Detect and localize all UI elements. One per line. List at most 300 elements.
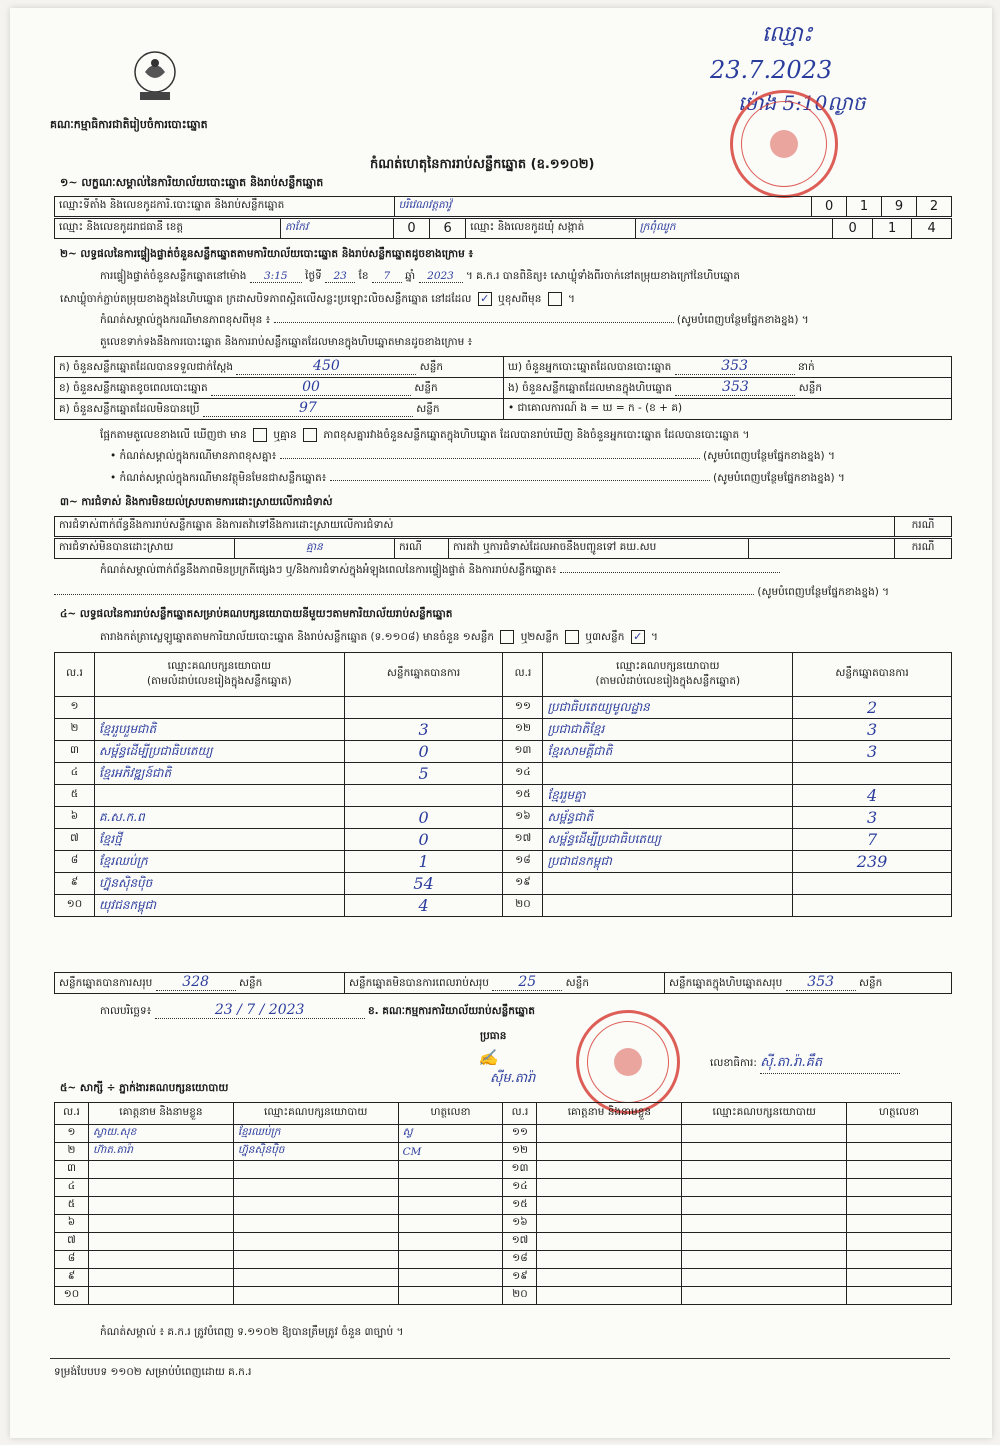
witness-name xyxy=(88,1251,233,1269)
witness-row xyxy=(55,1179,952,1197)
witness-party xyxy=(682,1251,847,1269)
party-votes: 54 xyxy=(344,873,503,895)
same-checkbox[interactable]: ✓ xyxy=(478,292,492,306)
witness-signature xyxy=(847,1161,952,1179)
no-discrepancy-label: ឬគ្មាន xyxy=(273,429,297,441)
difference-note-line[interactable] xyxy=(274,322,674,323)
row-number: ៩ xyxy=(55,873,95,895)
spoiled-label: ខ) ចំនួនសន្លឹកឆ្នោតខូចពេលបោះឆ្នោត xyxy=(59,382,208,394)
different-label: ឬខុសពីមុន xyxy=(498,293,542,305)
row-number: ១៤ xyxy=(503,1179,537,1197)
province-value: តាកែវ xyxy=(280,219,393,239)
commune-code-digit: 4 xyxy=(912,219,952,239)
witness-signature xyxy=(398,1287,503,1305)
official-stamp-bottom xyxy=(576,1010,680,1114)
witness-party xyxy=(682,1143,847,1161)
party-name xyxy=(543,873,793,895)
foreign-object-note xyxy=(110,472,845,487)
voters-label: ឃ) ចំនួនអ្នកបោះឆ្នោតដែលបានបោះឆ្នោត xyxy=(508,361,672,373)
party-name: ខ្មែរអភិវឌ្ឍន៍ជាតិ xyxy=(94,763,344,785)
section1-title: ១~ លក្ខណៈសម្គាល់នៃការិយាល័យបោះឆ្នោត និងរាប់សន្លឹកឆ្នោត xyxy=(60,176,324,189)
results-row xyxy=(55,763,952,785)
section1-table-row2 xyxy=(54,218,952,239)
total-valid-label: សន្លឹកឆ្នោតបានការសរុប xyxy=(59,977,153,989)
appeal-unit: ករណី xyxy=(895,539,952,559)
witness-name: ស្វាយ.សុខ xyxy=(88,1125,233,1143)
three-sheet-checkbox[interactable]: ✓ xyxy=(631,630,645,644)
witness-signature xyxy=(847,1197,952,1215)
row-number: ១ xyxy=(55,697,95,719)
row-number: ១៦ xyxy=(503,1215,537,1233)
unit-label: សន្លឹក xyxy=(859,977,883,989)
col-votes-header: សន្លឹកឆ្នោតបានការ xyxy=(344,653,503,697)
witness-party xyxy=(682,1125,847,1143)
party-votes: 0 xyxy=(344,807,503,829)
formula-text: • ជាគោលការណ៍ ង = ឃ = ក - (ខ + គ) xyxy=(504,399,952,420)
col-no-header: ល.រ xyxy=(55,653,95,697)
unresolved-unit: ករណី xyxy=(395,539,449,559)
col-party-header: ឈ្មោះគណបក្សនយោបាយ xyxy=(233,1103,398,1125)
party-votes: 239 xyxy=(793,851,952,873)
year-label: ឆ្នាំ xyxy=(405,270,416,282)
row-number: ៥ xyxy=(55,1197,89,1215)
witness-signature xyxy=(847,1233,952,1251)
party-votes xyxy=(793,763,952,785)
row-number: ១៥ xyxy=(503,1197,537,1215)
witness-name xyxy=(537,1287,682,1305)
col-party-header xyxy=(543,653,793,697)
results-body xyxy=(55,697,952,917)
row-number: ៧ xyxy=(55,1233,89,1251)
party-name: ខ្មែររួមគ្នា xyxy=(543,785,793,807)
party-votes: 3 xyxy=(344,719,503,741)
witness-signature xyxy=(398,1215,503,1233)
witness-party xyxy=(233,1269,398,1287)
total-invalid-label: សន្លឹកឆ្នោតមិនបានការពេលរាប់សរុប xyxy=(349,977,489,989)
party-votes: 5 xyxy=(344,763,503,785)
row-number: ១១ xyxy=(503,1125,537,1143)
handwritten-receiver: ឈ្មោះ xyxy=(762,22,813,47)
row-number: ១២ xyxy=(503,719,543,741)
footer-text: ទម្រង់បែបបទ ១១០២ សម្រាប់បំពេញដោយ គ.ក.រ xyxy=(54,1366,252,1378)
witness-signature xyxy=(847,1125,952,1143)
party-votes xyxy=(344,697,503,719)
unit-label: សន្លឹក xyxy=(419,361,444,373)
unit-label: នាក់ xyxy=(797,361,815,373)
party-name: ប្រជាជនកម្ពុជា xyxy=(543,851,793,873)
handwritten-date: 23.7.2023 xyxy=(710,56,833,84)
commune-code-digit: 0 xyxy=(833,219,873,239)
col-name-header: គោត្តនាម និងនាមខ្លួន xyxy=(88,1103,233,1125)
unused-value: 97 xyxy=(203,400,413,417)
witness-signature xyxy=(847,1269,952,1287)
row-number: ៧ xyxy=(55,829,95,851)
unresolved-label: ការជំទាស់មិនបានដោះស្រាយ xyxy=(55,539,235,559)
document-page xyxy=(10,8,992,1438)
party-name: ហ្វ៊ុនស៊ិនប៉ិច xyxy=(94,873,344,895)
tally-sheet-line: តារាងកត់ត្រាស្លេឡូឆ្នោតតាមការិយាល័យបោះឆ្នោត និងរាប់សន្លឹកឆ្នោត (ទ.១១០៨) មានចំនួន ១សន្លឹក ឬ២សន្លឹក ឬ៣សន្លឹក ✓ ។ xyxy=(100,630,658,643)
witness-row xyxy=(55,1143,952,1161)
col-party-subtitle: (តាមលំដាប់លេខរៀងក្នុងសន្លឹកឆ្នោត) xyxy=(595,674,741,687)
discrepancy-note xyxy=(110,450,835,465)
spoiled-value: 00 xyxy=(211,379,411,396)
col-party-title: ឈ្មោះគណបក្សនយោបាយ xyxy=(167,659,271,672)
witness-name: ហ៊ាត.តារ៉ា xyxy=(88,1143,233,1161)
witness-name xyxy=(537,1143,682,1161)
month-label: ខែ xyxy=(358,270,369,282)
row-number: ១២ xyxy=(503,1143,537,1161)
total-invalid-value: 25 xyxy=(492,974,562,991)
witness-party xyxy=(233,1215,398,1233)
witness-signature xyxy=(398,1269,503,1287)
date-signature-line xyxy=(100,1002,535,1020)
received-label: ក) ចំនួនសន្លឹកឆ្នោតដែលបានទទួលជាក់ស្តែង xyxy=(59,361,234,373)
foreign-object-label: • កំណត់សម្គាល់ក្នុងករណីមានវត្ថុមិនមែនជាសន្លឹកឆ្នោត៖ xyxy=(110,472,327,484)
witness-signature xyxy=(398,1179,503,1197)
party-name: សម្ព័ន្ធដើម្បីប្រជាធិបតេយ្យ xyxy=(94,741,344,763)
day-label: ថ្ងៃទី xyxy=(305,270,322,282)
col-no-header: ល.រ xyxy=(503,1103,537,1125)
commune-value: ក្រពុំឈូក xyxy=(635,219,833,239)
chair-label: ប្រធាន xyxy=(480,1030,507,1042)
results-row xyxy=(55,741,952,763)
party-votes: 1 xyxy=(344,851,503,873)
box-ballots-label: ង) ចំនួនសន្លឹកឆ្នោតដែលមានក្នុងហិបឆ្នោត xyxy=(508,382,673,394)
row-number: ៣ xyxy=(55,1161,89,1179)
witness-name xyxy=(537,1233,682,1251)
total-valid-value: 328 xyxy=(156,974,236,991)
witness-signature xyxy=(398,1197,503,1215)
party-votes: 2 xyxy=(793,697,952,719)
row-number: ៦ xyxy=(55,1215,89,1233)
discrepancy-line xyxy=(100,428,749,444)
party-votes xyxy=(793,895,952,917)
total-box-value: 353 xyxy=(786,974,856,991)
row-number: ១១ xyxy=(503,697,543,719)
location-value: បរិវេណវត្តតាវ៉ូ xyxy=(394,197,811,217)
party-name: សម្ព័ន្ធដើម្បីប្រជាធិបតេយ្យ xyxy=(543,829,793,851)
party-votes: 3 xyxy=(793,807,952,829)
unit-label: សន្លឹក xyxy=(565,977,589,989)
witness-name xyxy=(537,1161,682,1179)
witness-party xyxy=(682,1269,847,1287)
col-no-header: ល.រ xyxy=(55,1103,89,1125)
witness-party xyxy=(233,1197,398,1215)
irregularity-note-line[interactable] xyxy=(560,572,780,573)
witness-name xyxy=(537,1179,682,1197)
results-row xyxy=(55,719,952,741)
witness-row xyxy=(55,1215,952,1233)
party-votes: 7 xyxy=(793,829,952,851)
row-number: ១០ xyxy=(55,1287,89,1305)
witness-signature xyxy=(398,1161,503,1179)
witness-signature xyxy=(398,1233,503,1251)
verification-year: 2023 xyxy=(419,270,463,283)
section1-table xyxy=(54,196,952,217)
row-number: ១៣ xyxy=(503,741,543,763)
party-name: ខ្មែរឈប់ក្រ xyxy=(94,851,344,873)
page-title: កំណត់ហេតុនៃការរាប់សន្លឹកឆ្នោត (ឧ.១១០២) xyxy=(370,157,595,172)
stamp-emblem-icon xyxy=(608,1042,648,1082)
verification-text: ការផ្ទៀងផ្ទាត់ចំនួនសន្លឹកឆ្នោតនៅម៉ោង xyxy=(100,270,247,282)
discrepancy-text-end: ភាពខុសគ្នារវាងចំនួនសន្លឹកឆ្នោតក្នុងហិបឆ្នោត ដែលបានរាប់ឃើញ និងចំនួនអ្នកបោះឆ្នោត ដែលបានបោះឆ្នោត ។ xyxy=(323,429,750,441)
witness-party xyxy=(233,1287,398,1305)
row-number: ៩ xyxy=(55,1269,89,1287)
figures-table xyxy=(54,356,952,420)
seal-paragraph: សោឃ្លុំចាក់ភ្ជាប់តម្រុយខាងក្នុងនៃហិបឆ្នោត ក្រដាសបិទភាពស្អិតលើសន្លះប្រឡោះលិចសន្លឹកឆ្នោត នៅដដែល ✓ ឬខុសពីមុន ។ xyxy=(60,292,575,305)
row-number: ២ xyxy=(55,719,95,741)
voters-value: 353 xyxy=(675,358,795,375)
chair-name: សុីម.តារ៉ា xyxy=(490,1071,536,1086)
verification-day: 23 xyxy=(325,270,355,283)
difference-note xyxy=(100,314,809,329)
foreign-object-line[interactable] xyxy=(330,480,710,481)
party-name: ខ្មែរថ្មី xyxy=(94,829,344,851)
results-row xyxy=(55,851,952,873)
party-name: គ.ស.ក.ព xyxy=(94,807,344,829)
row-number: ៤ xyxy=(55,1179,89,1197)
secretary-line xyxy=(710,1054,900,1074)
party-name: ប្រជាជាតិខ្មែរ xyxy=(543,719,793,741)
discrepancy-note-label: • កំណត់សម្គាល់ក្នុងករណីមានភាពខុសគ្នា៖ xyxy=(110,450,277,462)
witness-signature xyxy=(847,1143,952,1161)
nec-emblem-icon xyxy=(128,48,182,108)
tally-sheet-text: តារាងកត់ត្រាស្លេឡូឆ្នោតតាមការិយាល័យបោះឆ្នោត និងរាប់សន្លឹកឆ្នោត (ទ.១១០៨) មានចំនួន ១សន្លឹក xyxy=(100,631,495,643)
witness-name xyxy=(88,1269,233,1287)
witness-party xyxy=(682,1287,847,1305)
unit-label: សន្លឹក xyxy=(414,382,438,394)
row-number: ៨ xyxy=(55,851,95,873)
witness-party xyxy=(682,1233,847,1251)
witness-name xyxy=(88,1215,233,1233)
party-name: សម្ព័ន្ធជាតិ xyxy=(543,807,793,829)
party-name xyxy=(543,895,793,917)
province-label: ឈ្មោះ និងលេខកូដរាជធានី ខេត្ត xyxy=(55,219,281,239)
witness-row xyxy=(55,1287,952,1305)
results-row xyxy=(55,807,952,829)
party-name: យុវជនកម្ពុជា xyxy=(94,895,344,917)
witness-body xyxy=(55,1125,952,1305)
difference-note-suffix: (សូមបំពេញបន្ថែមផ្នែកខាងខ្នង) ។ xyxy=(676,314,809,326)
row-number: ៤ xyxy=(55,763,95,785)
verification-paragraph xyxy=(100,270,740,285)
witness-party xyxy=(233,1161,398,1179)
irregularity-note-label: កំណត់សម្គាល់ពាក់ព័ន្ធនឹងភាពមិនប្រក្រតីផ្សេងៗ ឬ/និងការជំទាស់ក្នុងអំឡុងពេលនៃការផ្ទៀងផ្ទាត់ និងការរាប់សន្លឹកឆ្នោត៖ xyxy=(100,564,557,576)
date-label: កាលបរិច្ឆេទ៖ xyxy=(100,1005,152,1017)
col-party-title: ឈ្មោះគណបក្សនយោបាយ xyxy=(616,659,720,672)
note-suffix: (សូមបំពេញបន្ថែមផ្នែកខាងខ្នង) ។ xyxy=(703,450,835,462)
witness-party: ខ្មែរឈប់ក្រ xyxy=(233,1125,398,1143)
irregularity-note xyxy=(100,564,780,579)
chair-signature: ✍ xyxy=(478,1048,498,1067)
objections-table-row2 xyxy=(54,538,952,559)
row-number: ១៨ xyxy=(503,1251,537,1269)
witness-row xyxy=(55,1269,952,1287)
row-number: ១៧ xyxy=(503,1233,537,1251)
results-row xyxy=(55,697,952,719)
commune-label: ឈ្មោះ និងលេខកូដឃុំ សង្កាត់ xyxy=(466,219,635,239)
party-votes: 4 xyxy=(793,785,952,807)
footer-divider xyxy=(50,1358,950,1359)
objections-table xyxy=(54,516,952,537)
results-row xyxy=(55,785,952,807)
two-sheet-checkbox[interactable] xyxy=(565,630,579,644)
col-party-header xyxy=(94,653,344,697)
row-number: ១ xyxy=(55,1125,89,1143)
witness-signature: CM xyxy=(398,1143,503,1161)
irregularity-note-line2[interactable] xyxy=(54,594,754,595)
party-votes: 0 xyxy=(344,741,503,763)
party-name: ខ្មែរសាមគ្គីជាតិ xyxy=(543,741,793,763)
footnote: កំណត់សម្គាល់ ៖ គ.ក.រ ត្រូវបំពេញ ទ.១១០២ ឱ្យបានត្រឹមត្រូវ ចំនួន ៣ច្បាប់ ។ xyxy=(100,1326,404,1338)
row-number: ១៧ xyxy=(503,829,543,851)
witness-party xyxy=(682,1215,847,1233)
col-name-header: គោត្តនាម និងនាមខ្លួន xyxy=(537,1103,682,1125)
witness-party: ហ្វ៊ុនស៊ិនប៉ិច xyxy=(233,1143,398,1161)
different-checkbox[interactable] xyxy=(548,292,562,306)
witness-name xyxy=(537,1125,682,1143)
row-number: ១៤ xyxy=(503,763,543,785)
col-party-subtitle: (តាមលំដាប់លេខរៀងក្នុងសន្លឹកឆ្នោត) xyxy=(147,674,292,687)
two-sheet-label: ឬ២សន្លឹក xyxy=(520,631,559,643)
party-votes xyxy=(344,785,503,807)
row-number: ១៩ xyxy=(503,873,543,895)
witness-party xyxy=(682,1161,847,1179)
witness-name xyxy=(537,1215,682,1233)
witness-name xyxy=(88,1197,233,1215)
witness-signature: ស្វ xyxy=(398,1125,503,1143)
witness-party xyxy=(233,1233,398,1251)
verification-text-end: ។ គ.ក.រ បានពិនិត្យ៖ សោឃ្លុំទាំងពីរចាក់នៅតម្រុយខាងក្រៅនៃហិបឆ្នោត xyxy=(465,270,741,282)
one-sheet-checkbox[interactable] xyxy=(500,630,514,644)
witness-name xyxy=(537,1269,682,1287)
three-sheet-label: ឬ៣សន្លឹក xyxy=(585,631,625,643)
section4-title: ៤~ លទ្ធផលនៃការរាប់សន្លឹកឆ្នោតសម្រាប់គណបក្សនយោបាយនីមួយៗតាមការិយាល័យរាប់សន្លឹកឆ្នោត xyxy=(60,608,453,620)
party-name: ប្រជាធិបតេយ្យមូលដ្ឋាន xyxy=(543,697,793,719)
witness-party xyxy=(233,1251,398,1269)
results-row xyxy=(55,873,952,895)
results-row xyxy=(55,895,952,917)
commune-code-digit: 1 xyxy=(872,219,912,239)
party-votes: 3 xyxy=(793,719,952,741)
row-number: ២០ xyxy=(503,895,543,917)
unresolved-value: គ្មាន xyxy=(235,539,395,559)
total-box-label: សន្លឹកឆ្នោតក្នុងហិបឆ្នោតសរុប xyxy=(669,977,783,989)
verification-time: 3:15 xyxy=(250,270,302,283)
witness-table xyxy=(54,1102,952,1305)
row-number: ១៥ xyxy=(503,785,543,807)
appeal-label: ការតវ៉ា ឬការជំទាស់ដែលអាចនឹងបញ្ជូនទៅ គឃ.សប xyxy=(449,539,749,559)
row-number: ២០ xyxy=(503,1287,537,1305)
witness-name xyxy=(537,1251,682,1269)
stamp-emblem-icon xyxy=(764,124,804,164)
seal-text: សោឃ្លុំចាក់ភ្ជាប់តម្រុយខាងក្នុងនៃហិបឆ្នោត ក្រដាសបិទភាពស្អិតលើសន្លះប្រឡោះលិចសន្លឹកឆ្នោត នៅដដែល xyxy=(60,293,472,305)
signing-date: 23 / 7 / 2023 xyxy=(155,1002,365,1019)
col-sign-header: ហត្ថលេខា xyxy=(398,1103,503,1125)
totals-table xyxy=(54,972,952,994)
witness-signature xyxy=(847,1179,952,1197)
col-party-header: ឈ្មោះគណបក្សនយោបាយ xyxy=(682,1103,847,1125)
party-name xyxy=(94,697,344,719)
row-number: ១៦ xyxy=(503,807,543,829)
section5-title: ៥~ សាក្សី ÷ ភ្នាក់ងារគណបក្សនយោបាយ xyxy=(60,1082,229,1094)
row-number: ២ xyxy=(55,1143,89,1161)
witness-party xyxy=(233,1179,398,1197)
row-number: ៥ xyxy=(55,785,95,807)
official-stamp-top xyxy=(730,90,838,198)
witness-party xyxy=(682,1179,847,1197)
row-number: ៨ xyxy=(55,1251,89,1269)
witness-name xyxy=(88,1179,233,1197)
objection-row-label: ការជំទាស់ពាក់ព័ន្ធនឹងការរាប់សន្លឹកឆ្នោត និងការតវ៉ាទៅនឹងការដោះស្រាយលើការជំទាស់ xyxy=(55,517,895,537)
witness-signature xyxy=(398,1251,503,1269)
note-suffix: (សូមបំពេញបន្ថែមផ្នែកខាងខ្នង) ។ xyxy=(757,586,890,598)
results-table xyxy=(54,652,952,917)
witness-signature xyxy=(847,1251,952,1269)
objection-unit: ករណី xyxy=(895,517,952,537)
box-ballots-value: 353 xyxy=(675,379,795,396)
secretary-name: សុី.តា.រ៉ា.គឹត xyxy=(760,1054,900,1074)
province-code-digit: 6 xyxy=(430,219,466,239)
party-votes: 3 xyxy=(793,741,952,763)
section3-title: ៣~ ការជំទាស់ និងការមិនយល់ស្របតាមការដោះស្រាយលើការជំទាស់ xyxy=(60,496,333,508)
witness-row xyxy=(55,1161,952,1179)
row-number: ១៣ xyxy=(503,1161,537,1179)
col-votes-header: សន្លឹកឆ្នោតបានការ xyxy=(793,653,952,697)
col-sign-header: ហត្ថលេខា xyxy=(847,1103,952,1125)
row-number: ១៩ xyxy=(503,1269,537,1287)
party-votes: 4 xyxy=(344,895,503,917)
party-name: ខ្មែររួបរួមជាតិ xyxy=(94,719,344,741)
row-number: ៦ xyxy=(55,807,95,829)
witness-signature xyxy=(847,1215,952,1233)
row-number: ១៨ xyxy=(503,851,543,873)
unit-label: សន្លឹក xyxy=(239,977,263,989)
discrepancy-text: ផ្អែកតាមតួលេខខាងលើ ឃើញថា មាន xyxy=(100,429,247,441)
witness-row xyxy=(55,1233,952,1251)
section2-title: ២~ លទ្ធផលនៃការផ្ទៀងផ្ទាត់ចំនួនសន្លឹកឆ្នោតតាមការិយាល័យបោះឆ្នោត និងរាប់សន្លឹកឆ្នោតដូចខាងក្រោម ៖ xyxy=(60,248,474,260)
discrepancy-note-line[interactable] xyxy=(280,458,700,459)
witness-name xyxy=(88,1287,233,1305)
has-discrepancy-checkbox[interactable] xyxy=(253,428,267,442)
party-name xyxy=(543,763,793,785)
figures-intro: តួលេខទាក់ទងនឹងការបោះឆ្នោត និងការរាប់សន្លឹកឆ្នោតដែលមានក្នុងហិបឆ្នោតមានដូចខាងក្រោម ៖ xyxy=(100,336,473,348)
witness-row xyxy=(55,1251,952,1269)
difference-note-label: កំណត់សម្គាល់ក្នុងករណីមានភាពខុសពីមុន ៖ xyxy=(100,314,271,326)
note-suffix: (សូមបំពេញបន្ថែមផ្នែកខាងខ្នង) ។ xyxy=(713,472,845,484)
row-number: ៣ xyxy=(55,741,95,763)
witness-row xyxy=(55,1197,952,1215)
witness-name xyxy=(537,1197,682,1215)
secretary-label: លេខាធិការ: xyxy=(710,1057,757,1069)
col-no-header: ល.រ xyxy=(503,653,543,697)
verification-month: 7 xyxy=(372,270,402,283)
unused-label: គ) ចំនួនសន្លឹកឆ្នោតដែលមិនបានប្រើ xyxy=(59,403,200,415)
results-row xyxy=(55,829,952,851)
location-code-digit: 9 xyxy=(882,197,917,217)
row-number: ១០ xyxy=(55,895,95,917)
location-code-digit: 2 xyxy=(917,197,952,217)
no-discrepancy-checkbox[interactable] xyxy=(303,428,317,442)
province-code-digit: 0 xyxy=(393,219,429,239)
location-code-digit: 1 xyxy=(847,197,882,217)
witness-row xyxy=(55,1125,952,1143)
location-label: ឈ្មោះទីតាំង និងលេខកូដការិ.បោះឆ្នោត និងរាប់សន្លឹកឆ្នោត xyxy=(55,197,395,217)
received-value: 450 xyxy=(236,358,416,375)
unit-label: សន្លឹក xyxy=(798,382,823,394)
unit-label: សន្លឹក xyxy=(416,403,440,415)
handwritten-time: ម៉ោង 5:10ល្ងាច xyxy=(738,91,866,115)
